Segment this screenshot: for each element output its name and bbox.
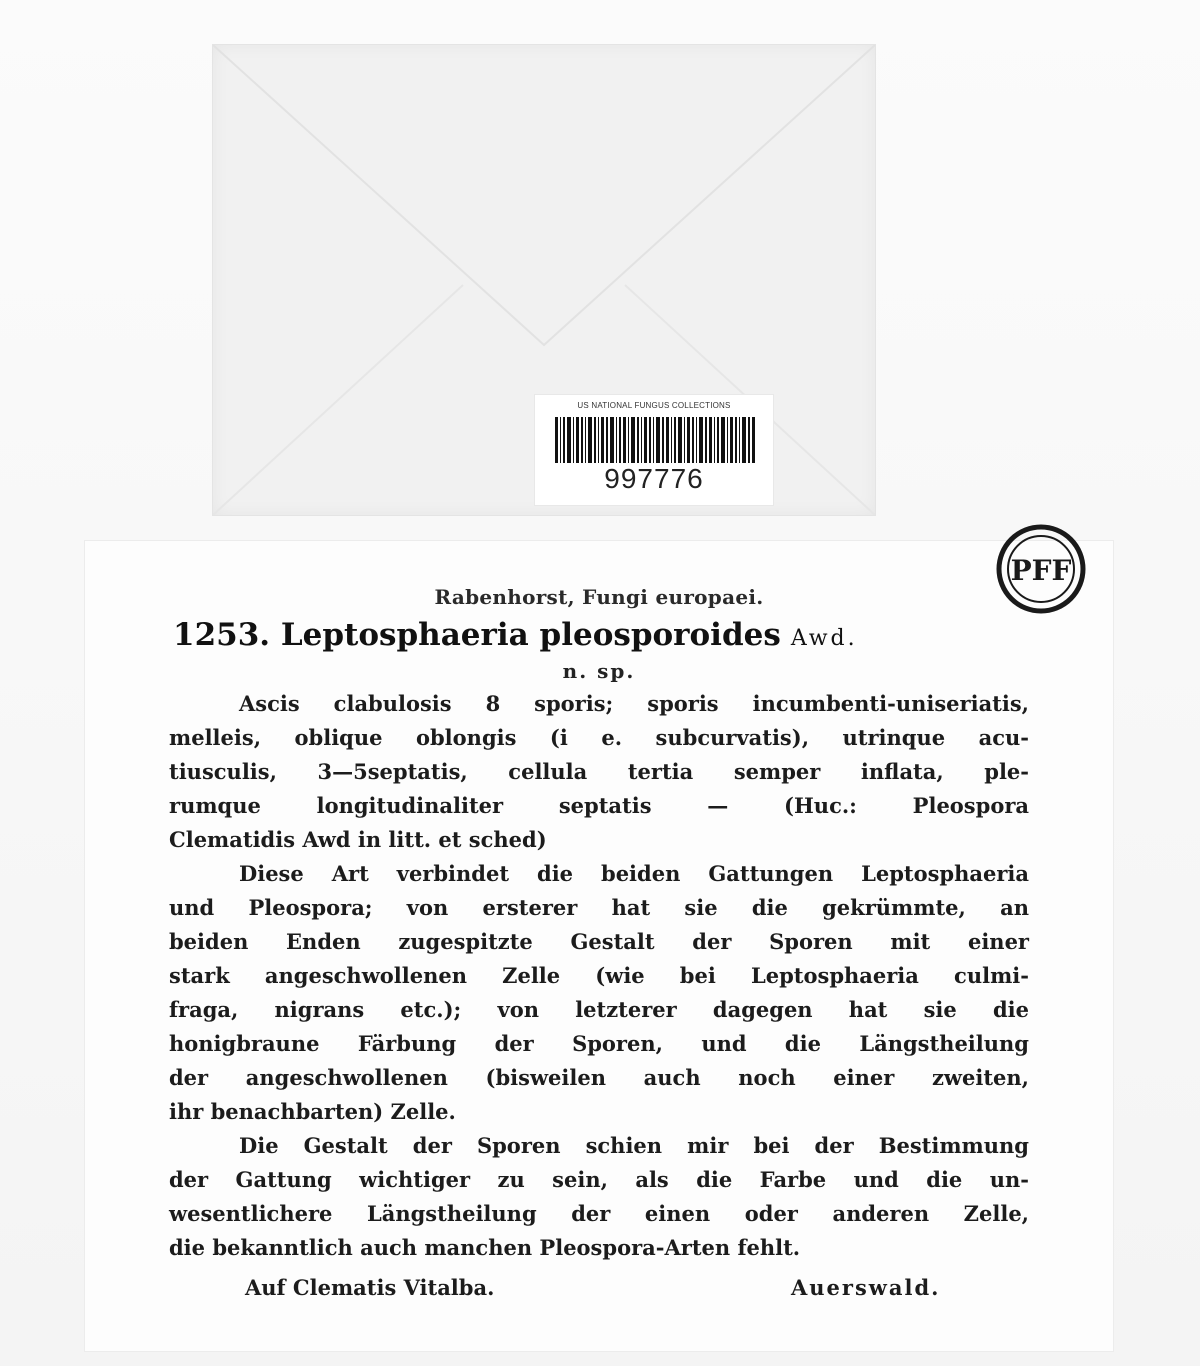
text-line: stark angeschwollenen Zelle (wie bei Leptosphaeria culmi- [169, 963, 1029, 988]
text-line: rumque longitudinaliter septatis — (Huc.: Pleospora [169, 793, 1029, 818]
species-status: n. sp. [562, 659, 636, 683]
barcode-icon [555, 417, 755, 463]
species-title [173, 617, 1033, 653]
description-german-2 [169, 1129, 1029, 1265]
species-number-name: 1253. Leptosphaeria pleosporoides [173, 617, 781, 653]
text-line: fraga, nigrans etc.); von letzterer dagegen hat sie die [169, 997, 1029, 1022]
printed-label [84, 540, 1114, 1352]
text-line: die bekanntlich auch manchen Pleospora-Arten fehlt. [169, 1235, 801, 1260]
text-line: ihr benachbarten) Zelle. [169, 1099, 456, 1124]
text-line: tiusculis, 3—5septatis, cellula tertia semper inflata, ple- [169, 759, 1029, 784]
barcode-caption: US NATIONAL FUNGUS COLLECTIONS [577, 401, 731, 410]
text-line: Die Gestalt der Sporen schien mir bei der Bestimmung [239, 1133, 1029, 1158]
text-line: Clematidis Awd in litt. et sched) [169, 827, 547, 852]
text-line: der angeschwollenen (bisweilen auch noch einer zweiten, [169, 1065, 1029, 1090]
series-title: Rabenhorst, Fungi europaei. [434, 585, 764, 609]
text-line: honigbraune Färbung der Sporen, und die Längstheilung [169, 1031, 1029, 1056]
stamp-text: PFF [1010, 554, 1072, 587]
host-plant: Auf Clematis Vitalba. [245, 1275, 495, 1300]
description-german-1 [169, 857, 1029, 1129]
text-line: melleis, oblique oblongis (i e. subcurvatis), utrinque acu- [169, 725, 1029, 750]
text-line: beiden Enden zugespitzte Gestalt der Sporen mit einer [169, 929, 1029, 954]
text-line: Diese Art verbindet die beiden Gattungen Leptosphaeria [239, 861, 1029, 886]
text-line: und Pleospora; von ersterer hat sie die gekrümmte, an [169, 895, 1029, 920]
description-latin [169, 687, 1029, 857]
text-line: wesentlichere Längstheilung der einen oder anderen Zelle, [169, 1201, 1029, 1226]
species-author: Awd. [790, 626, 858, 651]
text-line: der Gattung wichtiger zu sein, als die Farbe und die un- [169, 1167, 1029, 1192]
text-line: Ascis clabulosis 8 sporis; sporis incumbenti-uniseriatis, [239, 691, 1029, 716]
herbarium-stamp [994, 522, 1088, 616]
barcode-number: 997776 [604, 463, 704, 494]
barcode-label [534, 394, 774, 506]
collector-name: Auerswald. [791, 1275, 941, 1300]
